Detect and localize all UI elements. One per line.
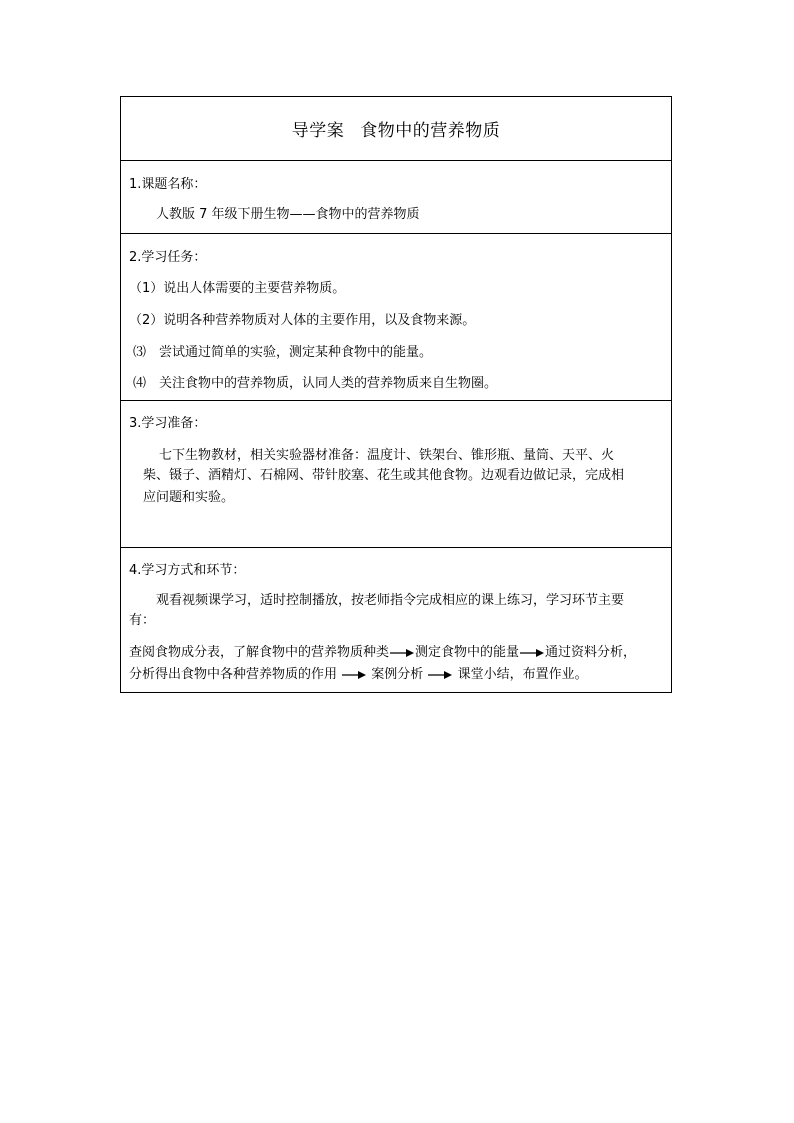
method-intro-line: 观看视频课学习，适时控制播放，按老师指令完成相应的课上练习，学习环节主要 [156, 593, 625, 608]
method-intro-line: 有： [129, 613, 156, 628]
section-label: 2.学习任务： [129, 250, 207, 265]
section-label: 4.学习方式和环节： [129, 563, 246, 578]
arrow-right-icon [342, 670, 366, 680]
flow-line-1 [129, 641, 636, 660]
title-row [121, 97, 671, 160]
flow-line-2 [129, 663, 588, 682]
flow-step: 查阅食物成分表，了解食物中的营养物质种类 [129, 645, 390, 660]
title-part-2: 食物中的营养物质 [360, 121, 501, 141]
task-item: ⑶ 尝试通过简单的实验，测定某种食物中的能量。 [133, 345, 433, 360]
arrow-right-icon [520, 648, 544, 658]
flow-step: 测定食物中的能量 [415, 645, 520, 660]
arrow-right-icon [390, 648, 414, 658]
preparation-text-line: 七下生物教材，相关实验器材准备：温度计、铁架台、锥形瓶、量筒、天平、火 [159, 448, 615, 463]
flow-step: 课堂小结，布置作业。 [457, 667, 588, 682]
lesson-guide-table [120, 96, 672, 693]
task-item: （2）说明各种营养物质对人体的主要作用，以及食物来源。 [129, 313, 476, 328]
section-learning-method [121, 547, 671, 692]
title-part-1: 导学案 [291, 121, 345, 141]
flow-step: 分析得出食物中各种营养物质的作用 [129, 667, 338, 682]
preparation-text-line: 柴、镊子、酒精灯、石棉网、带针胶塞、花生或其他食物。边观看边做记录，完成相 [143, 468, 625, 483]
section-label: 1.课题名称： [129, 177, 207, 192]
task-item: ⑷ 关注食物中的营养物质，认同人类的营养物质来自生物圈。 [133, 376, 498, 391]
arrow-right-icon [428, 670, 452, 680]
preparation-text-line: 应问题和实验。 [143, 490, 235, 505]
section-label: 3.学习准备： [129, 416, 207, 431]
section-learning-preparation [121, 400, 671, 547]
course-name-text: 人教版 7 年级下册生物——食物中的营养物质 [156, 207, 420, 222]
flow-step: 通过资料分析， [545, 645, 637, 660]
task-item: （1）说出人体需要的主要营养物质。 [129, 281, 346, 296]
section-learning-tasks [121, 233, 671, 400]
section-course-name [121, 160, 671, 233]
flow-step: 案例分析 [371, 667, 424, 682]
page-title [292, 116, 501, 141]
